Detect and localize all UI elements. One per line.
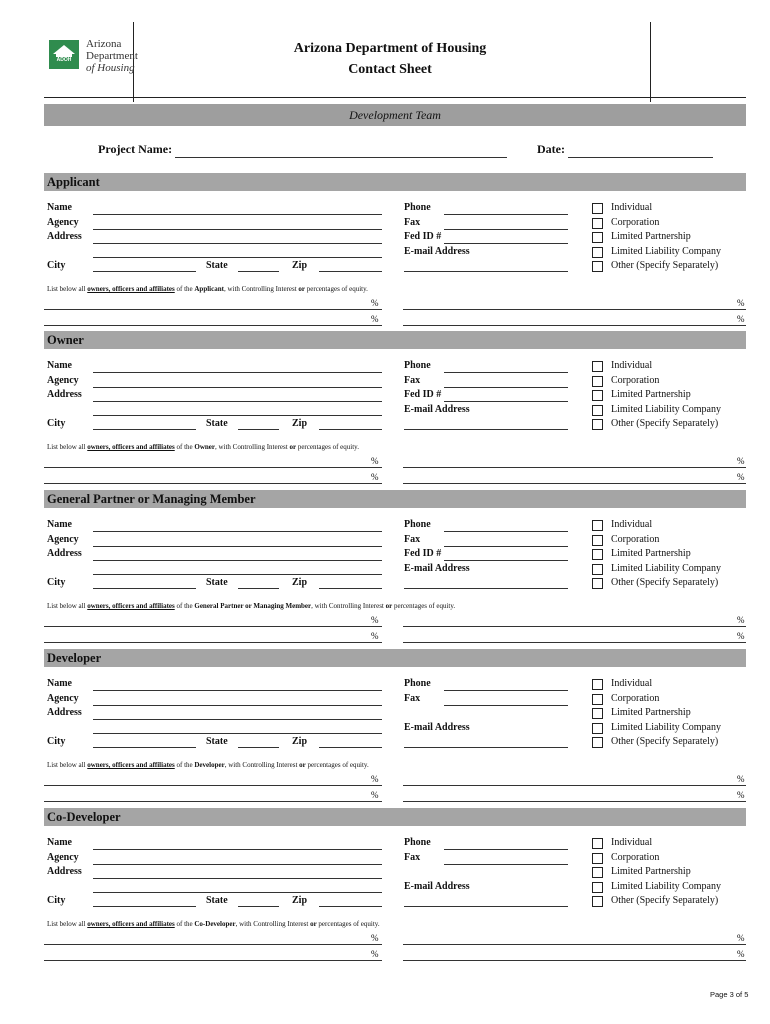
note-or-emphasis: or [385, 602, 393, 610]
fax-field[interactable] [444, 229, 568, 230]
percent-sign: % [371, 949, 379, 959]
email-label: E-mail Address [404, 881, 470, 892]
note-text: List below all [47, 602, 88, 610]
name-field[interactable] [93, 531, 382, 532]
fed-id-label: Fed ID # [404, 389, 442, 400]
city-field[interactable] [93, 747, 196, 748]
ownership-instructions [47, 443, 359, 452]
percent-sign: % [737, 949, 745, 959]
percent-sign: % [737, 933, 745, 943]
agency-field[interactable] [93, 705, 382, 706]
zip-label: Zip [292, 577, 308, 588]
percent-sign: % [371, 298, 379, 308]
address-label: Address [47, 231, 82, 242]
agency-field[interactable] [93, 387, 382, 388]
affiliate-field-right[interactable] [403, 785, 746, 786]
note-text: , with Controlling Interest [224, 761, 300, 769]
email-label: E-mail Address [404, 563, 470, 574]
entity-type-checkbox[interactable] [592, 520, 603, 531]
name-label: Name [47, 202, 72, 213]
affiliate-field-right[interactable] [403, 467, 746, 468]
state-field[interactable] [238, 906, 279, 907]
note-text: List below all [47, 920, 88, 928]
agency-label: Agency [47, 375, 79, 386]
percent-sign: % [737, 631, 745, 641]
entity-type-label: Other (Specify Separately) [611, 260, 719, 272]
email-field[interactable] [404, 271, 568, 272]
zip-field[interactable] [319, 906, 382, 907]
entity-type-label: Limited Partnership [611, 231, 691, 243]
city-label: City [47, 736, 66, 747]
entity-type-label: Limited Partnership [611, 548, 691, 560]
entity-type-label: Limited Partnership [611, 389, 691, 401]
note-text: percentages of equity. [316, 920, 380, 928]
city-label: City [47, 895, 66, 906]
state-field[interactable] [238, 271, 279, 272]
fax-label: Fax [404, 852, 421, 863]
percent-sign: % [371, 790, 379, 800]
fed-id-field[interactable] [444, 560, 568, 561]
section-title: Co-Developer [47, 810, 121, 824]
logo-wordmark [86, 38, 138, 74]
note-text: List below all [47, 443, 88, 451]
percent-sign: % [371, 472, 379, 482]
ownership-instructions [47, 602, 455, 611]
note-text: of the [174, 285, 195, 293]
entity-type-checkbox[interactable] [592, 419, 603, 430]
note-or-emphasis: or [289, 443, 297, 451]
logo-badge-text: ADOH [56, 57, 72, 63]
adoh-logo-icon [49, 40, 79, 69]
note-text: List below all [47, 761, 88, 769]
ownership-instructions [47, 285, 368, 294]
entity-type-label: Other (Specify Separately) [611, 418, 719, 430]
section-title: General Partner or Managing Member [47, 492, 256, 506]
fax-field[interactable] [444, 546, 568, 547]
affiliate-field-left[interactable] [44, 801, 382, 802]
phone-field[interactable] [444, 849, 568, 850]
name-label: Name [47, 678, 72, 689]
affiliate-field-left[interactable] [44, 483, 382, 484]
state-label: State [206, 260, 228, 271]
entity-type-checkbox[interactable] [592, 578, 603, 589]
note-text: , with Controlling Interest [223, 285, 299, 293]
address-field-line-1[interactable] [93, 560, 382, 561]
entity-type-label: Other (Specify Separately) [611, 736, 719, 748]
logo-line-2: Department [86, 50, 138, 62]
note-text: , with Controlling Interest [214, 443, 290, 451]
phone-label: Phone [404, 519, 431, 530]
address-label: Address [47, 389, 82, 400]
note-owners-emphasis: owners, officers and affiliates [87, 285, 175, 293]
fax-label: Fax [404, 693, 421, 704]
section-header-bar [44, 173, 746, 191]
email-label: E-mail Address [404, 246, 470, 257]
note-text: of the [174, 602, 195, 610]
page-subtitle: Contact Sheet [348, 62, 432, 77]
entity-type-checkbox[interactable] [592, 232, 603, 243]
percent-sign: % [371, 456, 379, 466]
entity-type-label: Limited Liability Company [611, 403, 721, 415]
entity-type-checkbox[interactable] [592, 564, 603, 575]
state-label: State [206, 577, 228, 588]
name-field[interactable] [93, 690, 382, 691]
address-field-line-2[interactable] [93, 257, 382, 258]
address-label: Address [47, 548, 82, 559]
state-label: State [206, 736, 228, 747]
address-label: Address [47, 707, 82, 718]
fax-field[interactable] [444, 864, 568, 865]
name-field[interactable] [93, 214, 382, 215]
agency-field[interactable] [93, 546, 382, 547]
fed-id-label: Fed ID # [404, 548, 442, 559]
email-label: E-mail Address [404, 404, 470, 415]
note-or-emphasis: or [298, 285, 306, 293]
entity-type-checkbox[interactable] [592, 261, 603, 272]
entity-type-checkbox[interactable] [592, 218, 603, 229]
percent-sign: % [737, 456, 745, 466]
note-entity-name: Applicant [194, 285, 224, 293]
project-name-field[interactable] [175, 157, 507, 158]
entity-type-label: Limited Liability Company [611, 562, 721, 574]
address-field-line-1[interactable] [93, 878, 382, 879]
state-field[interactable] [238, 747, 279, 748]
city-label: City [47, 418, 66, 429]
address-field-line-1[interactable] [93, 243, 382, 244]
email-field[interactable] [404, 747, 568, 748]
section-title: Owner [47, 333, 84, 347]
note-owners-emphasis: owners, officers and affiliates [87, 602, 175, 610]
note-entity-name: Co-Developer [194, 920, 236, 928]
fax-field[interactable] [444, 387, 568, 388]
percent-sign: % [371, 631, 379, 641]
note-text: percentages of equity. [392, 602, 456, 610]
entity-type-label: Corporation [611, 216, 660, 228]
entity-type-label: Individual [611, 360, 653, 371]
entity-type-checkbox[interactable] [592, 679, 603, 690]
name-label: Name [47, 360, 72, 371]
entity-type-label: Limited Liability Company [611, 245, 721, 257]
date-label: Date: [537, 142, 565, 156]
header-right-divider [650, 22, 651, 102]
affiliate-field-right[interactable] [403, 960, 746, 961]
entity-type-label: Corporation [611, 851, 660, 863]
development-team-label: Development Team [349, 108, 441, 122]
affiliate-field-left[interactable] [44, 325, 382, 326]
percent-sign: % [371, 615, 379, 625]
percent-sign: % [371, 314, 379, 324]
note-text: of the [174, 443, 195, 451]
section-title: Applicant [47, 175, 100, 189]
note-owners-emphasis: owners, officers and affiliates [87, 443, 175, 451]
entity-type-label: Individual [611, 837, 653, 848]
phone-field[interactable] [444, 372, 568, 373]
entity-type-label: Limited Liability Company [611, 721, 721, 733]
entity-type-checkbox[interactable] [592, 853, 603, 864]
city-field[interactable] [93, 588, 196, 589]
name-field[interactable] [93, 372, 382, 373]
agency-label: Agency [47, 217, 79, 228]
note-text: of the [174, 761, 195, 769]
entity-type-checkbox[interactable] [592, 535, 603, 546]
phone-label: Phone [404, 360, 431, 371]
address-field-line-1[interactable] [93, 719, 382, 720]
address-label: Address [47, 866, 82, 877]
email-field[interactable] [404, 906, 568, 907]
fed-id-field[interactable] [444, 243, 568, 244]
entity-type-label: Corporation [611, 533, 660, 545]
affiliate-field-left[interactable] [44, 309, 382, 310]
affiliate-field-right[interactable] [403, 642, 746, 643]
entity-type-checkbox[interactable] [592, 390, 603, 401]
email-label: E-mail Address [404, 722, 470, 733]
entity-type-label: Other (Specify Separately) [611, 577, 719, 589]
entity-type-checkbox[interactable] [592, 376, 603, 387]
address-field-line-2[interactable] [93, 574, 382, 575]
phone-field[interactable] [444, 214, 568, 215]
date-field[interactable] [568, 157, 713, 158]
entity-type-label: Corporation [611, 692, 660, 704]
zip-label: Zip [292, 736, 308, 747]
phone-label: Phone [404, 837, 431, 848]
percent-sign: % [737, 615, 745, 625]
affiliate-field-left[interactable] [44, 626, 382, 627]
entity-type-checkbox[interactable] [592, 694, 603, 705]
name-label: Name [47, 519, 72, 530]
entity-type-checkbox[interactable] [592, 361, 603, 372]
phone-label: Phone [404, 202, 431, 213]
city-field[interactable] [93, 906, 196, 907]
phone-field[interactable] [444, 690, 568, 691]
zip-field[interactable] [319, 271, 382, 272]
note-owners-emphasis: owners, officers and affiliates [87, 920, 175, 928]
note-text: percentages of equity. [305, 761, 369, 769]
entity-type-label: Individual [611, 678, 653, 689]
note-text: percentages of equity. [305, 285, 368, 293]
note-entity-name: General Partner or Managing Member [194, 602, 312, 610]
entity-type-checkbox[interactable] [592, 405, 603, 416]
note-or-emphasis: or [299, 761, 306, 769]
affiliate-field-left[interactable] [44, 642, 382, 643]
zip-field[interactable] [319, 747, 382, 748]
note-text: , with Controlling Interest [235, 920, 311, 928]
percent-sign: % [737, 314, 745, 324]
section-title: Developer [47, 651, 102, 665]
percent-sign: % [371, 933, 379, 943]
page-number: Page 3 of 5 [710, 990, 749, 999]
entity-type-checkbox[interactable] [592, 882, 603, 893]
percent-sign: % [737, 298, 745, 308]
entity-type-label: Limited Liability Company [611, 880, 721, 892]
percent-sign: % [737, 472, 745, 482]
entity-type-checkbox[interactable] [592, 867, 603, 878]
percent-sign: % [737, 774, 745, 784]
agency-label: Agency [47, 534, 79, 545]
city-label: City [47, 577, 66, 588]
email-field[interactable] [404, 429, 568, 430]
phone-label: Phone [404, 678, 431, 689]
affiliate-field-right[interactable] [403, 309, 746, 310]
agency-field[interactable] [93, 229, 382, 230]
city-field[interactable] [93, 429, 196, 430]
note-or-emphasis: or [310, 920, 317, 928]
entity-type-checkbox[interactable] [592, 896, 603, 907]
section-header-bar [44, 649, 746, 667]
note-entity-name: Developer [194, 761, 225, 769]
name-field[interactable] [93, 849, 382, 850]
fax-label: Fax [404, 217, 421, 228]
email-field[interactable] [404, 588, 568, 589]
zip-label: Zip [292, 260, 308, 271]
agency-label: Agency [47, 852, 79, 863]
agency-field[interactable] [93, 864, 382, 865]
state-field[interactable] [238, 588, 279, 589]
address-field-line-1[interactable] [93, 401, 382, 402]
entity-type-label: Individual [611, 519, 653, 530]
phone-field[interactable] [444, 531, 568, 532]
entity-type-checkbox[interactable] [592, 549, 603, 560]
entity-type-checkbox[interactable] [592, 247, 603, 258]
state-field[interactable] [238, 429, 279, 430]
ownership-instructions [47, 761, 369, 770]
section-header-bar [44, 331, 746, 349]
state-label: State [206, 895, 228, 906]
fed-id-field[interactable] [444, 401, 568, 402]
entity-type-checkbox[interactable] [592, 708, 603, 719]
entity-type-label: Individual [611, 202, 653, 213]
city-field[interactable] [93, 271, 196, 272]
fed-id-label: Fed ID # [404, 231, 442, 242]
affiliate-field-left[interactable] [44, 467, 382, 468]
city-label: City [47, 260, 66, 271]
percent-sign: % [737, 790, 745, 800]
affiliate-field-right[interactable] [403, 801, 746, 802]
address-field-line-2[interactable] [93, 733, 382, 734]
zip-field[interactable] [319, 429, 382, 430]
note-text: List below all [47, 285, 88, 293]
affiliate-field-right[interactable] [403, 944, 746, 945]
percent-sign: % [371, 774, 379, 784]
zip-field[interactable] [319, 588, 382, 589]
affiliate-field-left[interactable] [44, 944, 382, 945]
entity-type-label: Limited Partnership [611, 866, 691, 878]
page-title: Arizona Department of Housing [293, 41, 487, 56]
project-name-label: Project Name: [98, 142, 173, 156]
affiliate-field-right[interactable] [403, 483, 746, 484]
note-text: percentages of equity. [296, 443, 359, 451]
header-bottom-rule [44, 97, 746, 98]
fax-label: Fax [404, 534, 421, 545]
logo-line-3: of Housing [86, 62, 135, 74]
affiliate-field-left[interactable] [44, 960, 382, 961]
name-label: Name [47, 837, 72, 848]
entity-type-checkbox[interactable] [592, 723, 603, 734]
zip-label: Zip [292, 895, 308, 906]
entity-type-checkbox[interactable] [592, 203, 603, 214]
entity-type-label: Other (Specify Separately) [611, 895, 719, 907]
ownership-instructions [47, 920, 380, 929]
note-owners-emphasis: owners, officers and affiliates [87, 761, 175, 769]
note-entity-name: Owner [194, 443, 215, 451]
address-field-line-2[interactable] [93, 415, 382, 416]
logo-line-1: Arizona [86, 38, 122, 50]
note-text: , with Controlling Interest [311, 602, 386, 610]
entity-type-checkbox[interactable] [592, 838, 603, 849]
state-label: State [206, 418, 228, 429]
entity-type-label: Limited Partnership [611, 707, 691, 719]
agency-label: Agency [47, 693, 79, 704]
fax-label: Fax [404, 375, 421, 386]
zip-label: Zip [292, 418, 308, 429]
entity-type-label: Corporation [611, 374, 660, 386]
entity-type-checkbox[interactable] [592, 737, 603, 748]
fax-field[interactable] [444, 705, 568, 706]
affiliate-field-left[interactable] [44, 785, 382, 786]
section-header-bar [44, 808, 746, 826]
affiliate-field-right[interactable] [403, 325, 746, 326]
note-text: of the [174, 920, 195, 928]
affiliate-field-right[interactable] [403, 626, 746, 627]
address-field-line-2[interactable] [93, 892, 382, 893]
